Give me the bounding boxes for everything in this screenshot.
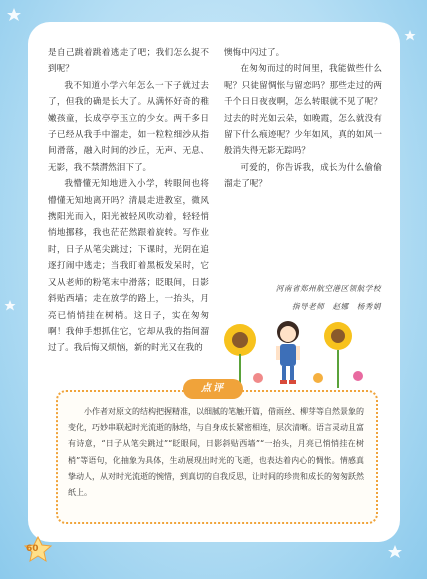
- girl-figure: [276, 321, 300, 384]
- star-icon: [388, 545, 402, 558]
- star-icon: [405, 30, 416, 41]
- comment-paragraph: 小作者对原文的结构把握精准，以细腻的笔触开篇，借雨丝、柳芽等自然景象的变化，巧妙串联起时光流逝的脉络，与自身成长紧密相连，层次清晰。语言灵动且富有诗意，“日子从笔尖跳过”“眨眼间，日影斜贴西墙”“一抬头，月亮已悄悄挂在树梢”等语句，化抽象为具体，生动展现出时光的飞逝，也表达着内心的惆怅。情感真挚动人，从对时光流逝的惋惜，到真切的自我反思，让时间的珍贵和成长的匆匆跃然纸上。: [68, 407, 364, 498]
- star-icon: [5, 300, 16, 311]
- article-left-column: [48, 45, 209, 357]
- article-paragraph: 在匆匆而过的时间里，我能做些什么呢？只徒留惆怅与留恋吗？那些走过的两千个日日夜夜啊，怎么转眼就不见了呢？过去的时光如云朵，如晚霞，怎么就没有留下什么痕迹呢？少年如风，真的如风一般消失得无影无踪吗？: [224, 64, 382, 157]
- article-paragraph: 我懵懂无知地进入小学，转眼间也将懵懂无知地离开吗？清晨走进教室，微风携阳光而入，阳光被轻风吹动着，轻轻悄悄地挪移，我也茫茫然跟着旋转。写作业时，日子从笔尖跳过；下课时，光阴在追逐打闹中逃走；当我盯着黑板发呆时，它又从老师的粉笔末中滑落；眨眼间，日影斜贴西墙；走在放学的路上，一抬头，月亮已悄悄挂在树梢。这日子，实在匆匆啊！我伸手想抓住它，它却从我的指间溜过了。我后悔又烦恼，新的时光又在我的: [48, 179, 209, 354]
- page-number: 60: [26, 544, 39, 554]
- article-paragraph: 懊悔中闪过了。: [224, 48, 285, 58]
- comment-text: [68, 404, 364, 501]
- guidance-teachers: 指导老师 赵娜 杨秀娟: [291, 302, 381, 311]
- article-paragraph: 我不知道小学六年怎么一下子就过去了，但我的确是长大了。从满怀好奇的稚嫩孩童，长成亭亭玉立的少女。两千多日子已经从我手中溜走，如一粒粒细沙从指间滑落，融入时间的沙丘，无声、无息、无影，我不禁潸然泪下了。: [48, 80, 209, 173]
- flower-icon: [253, 371, 363, 383]
- author-school: 河南省郑州航空港区领航学校: [275, 284, 381, 293]
- article-right-column: [224, 45, 382, 193]
- comment-tag: [182, 378, 244, 400]
- article-paragraph: 可爱的，你告诉我，成长为什么偷偷溜走了呢？: [224, 162, 382, 190]
- star-icon: [7, 8, 21, 21]
- comment-tag-label: 点评: [201, 383, 225, 394]
- sunflower-icon: [324, 322, 352, 388]
- article-paragraph: 是自己跳着跳着逃走了吧；我们怎么捉不到呢？: [48, 48, 209, 75]
